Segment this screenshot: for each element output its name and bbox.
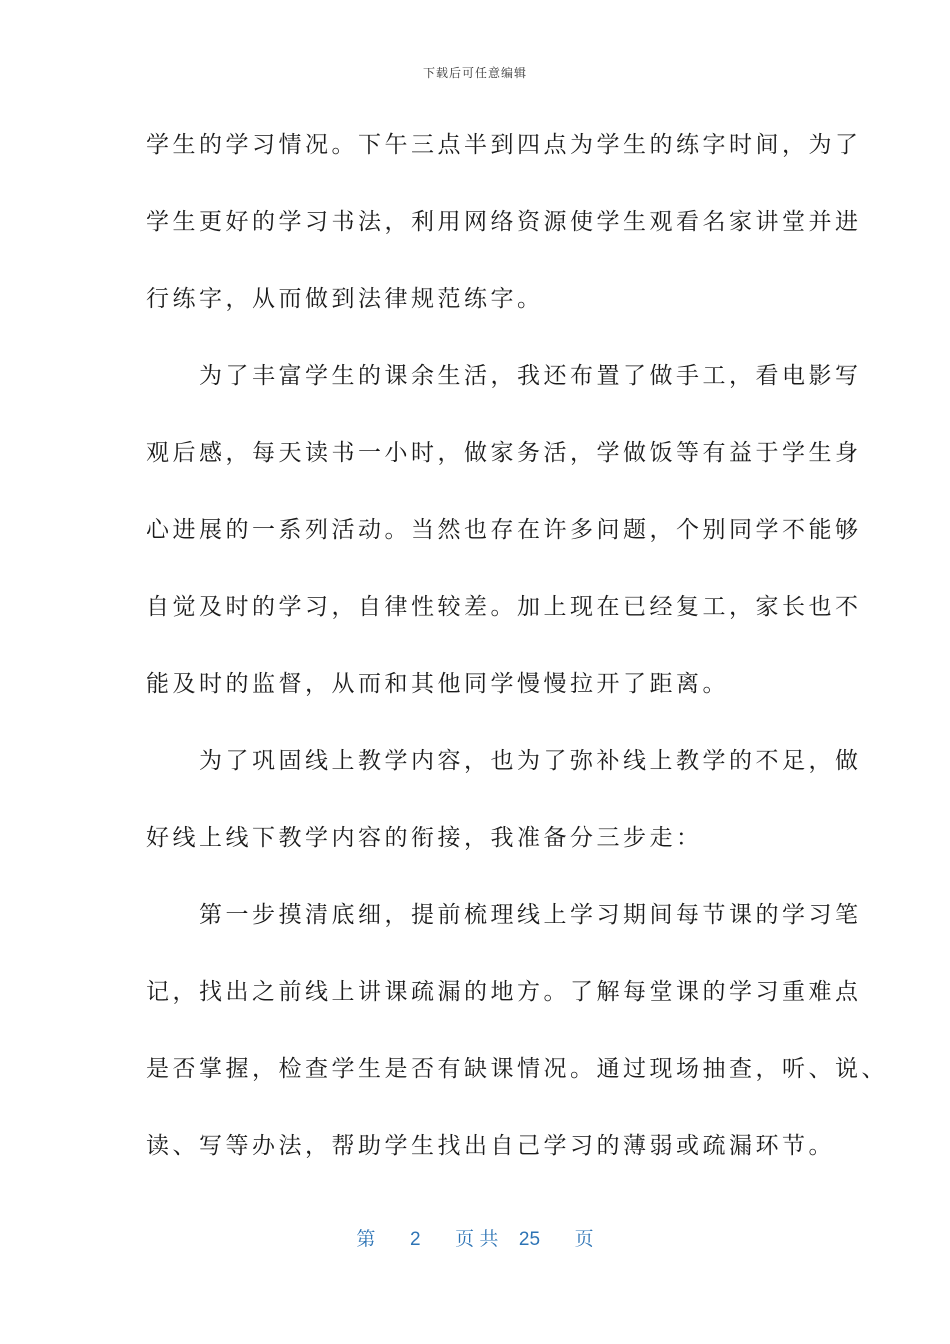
text-line: 能及时的监督，从而和其他同学慢慢拉开了距离。 (146, 671, 729, 697)
footer-suffix: 页 (574, 1229, 594, 1250)
text-line: 记，找出之前线上讲课疏漏的地方。了解每堂课的学习重难点 (146, 979, 862, 1005)
text-line: 好线上线下教学内容的衔接，我准备分三步走： (146, 825, 703, 851)
header-note: 下载后可任意编辑 (422, 66, 527, 80)
text-line: 自觉及时的学习，自律性较差。加上现在已经复工，家长也不 (146, 594, 862, 620)
footer-middle: 页 共 (455, 1229, 499, 1250)
text-line: 为了巩固线上教学内容，也为了弥补线上教学的不足，做 (146, 748, 862, 774)
text-line: 学生的学习情况。下午三点半到四点为学生的练字时间，为了 (146, 132, 862, 158)
text-line: 第一步摸清底细，提前梳理线上学习期间每节课的学习笔 (146, 902, 862, 928)
text-line: 读、写等办法，帮助学生找出自己学习的薄弱或疏漏环节。 (146, 1133, 835, 1159)
document-body (146, 122, 888, 1200)
page-footer (0, 1224, 950, 1251)
text-line: 观后感，每天读书一小时，做家务活，学做饭等有益于学生身 (146, 440, 862, 466)
text-line: 是否掌握，检查学生是否有缺课情况。通过现场抽查，听、说、 (146, 1056, 888, 1082)
footer-prefix: 第 (356, 1229, 376, 1250)
footer-current-page: 2 (409, 1229, 421, 1250)
text-line: 行练字，从而做到法律规范练字。 (146, 286, 544, 312)
text-line: 学生更好的学习书法，利用网络资源使学生观看名家讲堂并进 (146, 209, 862, 235)
footer-total-pages: 25 (518, 1229, 541, 1250)
text-line: 为了丰富学生的课余生活，我还布置了做手工，看电影写 (146, 363, 862, 389)
text-line: 心进展的一系列活动。当然也存在许多问题，个别同学不能够 (146, 517, 862, 543)
